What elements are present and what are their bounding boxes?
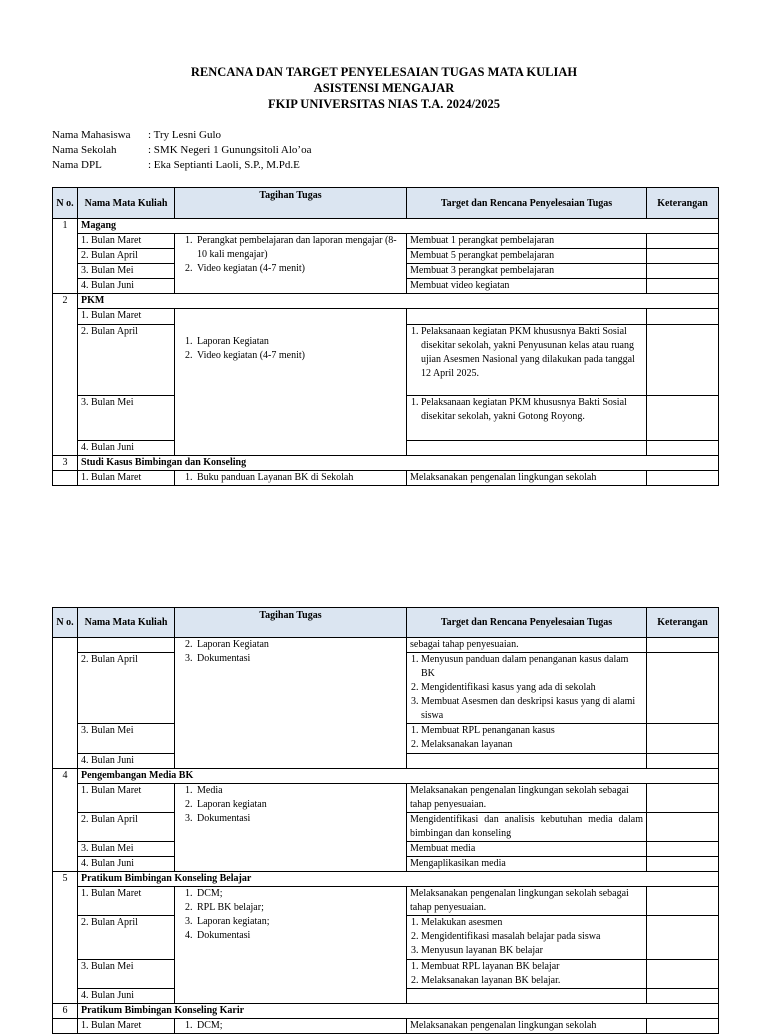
table-row (53, 887, 719, 916)
col-no: N o. (53, 188, 78, 219)
info-label: Nama Mahasiswa (52, 129, 131, 141)
table-row (53, 309, 719, 325)
row-number: 1 (53, 219, 78, 294)
list-item: 3. Dokumentasi (195, 652, 403, 666)
target-cell: Melaksanakan pengenalan lingkungan sekolah sebagai tahap penyesuaian. (407, 887, 647, 916)
table-header-row (53, 608, 719, 638)
keterangan-cell (647, 857, 719, 872)
target-cell (407, 754, 647, 769)
month-cell: 1. Bulan Maret (78, 784, 175, 813)
table-row (53, 784, 719, 813)
row-number-empty (53, 1019, 78, 1034)
target-cell: Melaksanakan pengenalan lingkungan sekolah (407, 1019, 647, 1034)
col-keterangan: Keterangan (647, 608, 719, 638)
list-item: 1. DCM; (195, 887, 403, 901)
target-cell: Membuat 1 perangkat pembelajaran (407, 234, 647, 249)
month-cell: 1. Bulan Maret (78, 309, 175, 325)
info-sekolah (52, 143, 311, 157)
target-cell (407, 309, 647, 325)
month-cell: 1. Bulan Maret (78, 471, 175, 486)
keterangan-cell (647, 325, 719, 396)
month-cell: 2. Bulan April (78, 325, 175, 396)
target-cell (407, 916, 647, 960)
row-number-empty (53, 638, 78, 769)
month-cell: 4. Bulan Juni (78, 754, 175, 769)
target-cell: Membuat video kegiatan (407, 279, 647, 294)
list-item: 1. DCM; (195, 1019, 403, 1033)
table-row (53, 1004, 719, 1019)
doc-title-line-3: FKIP UNIVERSITAS NIAS T.A. 2024/2025 (268, 97, 500, 111)
list-item: 2. Melaksanakan layanan (421, 738, 643, 752)
row-number: 6 (53, 1004, 78, 1019)
table-row (53, 769, 719, 784)
tagihan-cell (175, 638, 407, 769)
month-cell: 3. Bulan Mei (78, 842, 175, 857)
info-value: : Try Lesni Gulo (148, 129, 222, 141)
target-cell (407, 325, 647, 396)
list-item: 2. Melaksanakan layanan BK belajar. (421, 974, 643, 988)
target-cell: Membuat media (407, 842, 647, 857)
month-cell: 1. Bulan Maret (78, 234, 175, 249)
col-mata-kuliah: Nama Mata Kuliah (78, 608, 175, 638)
target-cell (407, 960, 647, 989)
row-number-empty (53, 471, 78, 486)
col-no: N o. (53, 608, 78, 638)
col-target: Target dan Rencana Penyelesaian Tugas (407, 188, 647, 219)
target-cell (407, 653, 647, 724)
col-tagihan: Tagihan Tugas (175, 608, 407, 638)
keterangan-cell (647, 813, 719, 842)
target-cell (407, 724, 647, 754)
month-cell: 2. Bulan April (78, 916, 175, 960)
row-number: 4 (53, 769, 78, 872)
list-item: 2. Mengidentifikasi masalah belajar pada siswa (421, 930, 643, 944)
table-row (53, 456, 719, 471)
target-cell: Melaksanakan pengenalan lingkungan sekolah sebagai tahap penyesuaian. (407, 784, 647, 813)
keterangan-cell (647, 916, 719, 960)
col-mata-kuliah: Nama Mata Kuliah (78, 188, 175, 219)
tagihan-cell (175, 784, 407, 872)
table-row (53, 294, 719, 309)
target-cell (407, 441, 647, 456)
month-cell: 2. Bulan April (78, 249, 175, 264)
target-cell: Melaksanakan pengenalan lingkungan sekolah (407, 471, 647, 486)
list-item: 2. Video kegiatan (4-7 menit) (195, 262, 403, 276)
month-cell: 2. Bulan April (78, 653, 175, 724)
list-item: 1. Membuat RPL penanganan kasus (421, 724, 643, 738)
keterangan-cell (647, 264, 719, 279)
list-item: 2. Laporan kegiatan (195, 798, 403, 812)
month-cell: 2. Bulan April (78, 813, 175, 842)
month-cell (78, 638, 175, 653)
keterangan-cell (647, 638, 719, 653)
target-cell: Mengidentifikasi dan analisis kebutuhan media dalam bimbingan dan konseling (407, 813, 647, 842)
table-header-row (53, 188, 719, 219)
list-item: 2. Video kegiatan (4-7 menit) (195, 349, 403, 363)
list-item: 2. Laporan Kegiatan (195, 638, 403, 652)
keterangan-cell (647, 653, 719, 724)
month-cell: 3. Bulan Mei (78, 396, 175, 441)
list-item: 3. Laporan kegiatan; (195, 915, 403, 929)
month-cell: 4. Bulan Juni (78, 441, 175, 456)
col-keterangan: Keterangan (647, 188, 719, 219)
list-item: 1. Laporan Kegiatan (195, 335, 403, 349)
list-item: 2. Mengidentifikasi kasus yang ada di sekolah (421, 681, 643, 695)
list-item: 1. Buku panduan Layanan BK di Sekolah (195, 471, 403, 485)
keterangan-cell (647, 784, 719, 813)
list-item: 3. Dokumentasi (195, 812, 403, 826)
doc-title-line-1: RENCANA DAN TARGET PENYELESAIAN TUGAS MATA KULIAH (190, 65, 578, 79)
task-table-page-2 (52, 607, 719, 1034)
row-number: 5 (53, 872, 78, 1004)
target-cell: Mengaplikasikan media (407, 857, 647, 872)
table-row (53, 638, 719, 653)
doc-title-line-2: ASISTENSI MENGAJAR (313, 81, 455, 95)
list-item: 1. Pelaksanaan kegiatan PKM khususnya Bakti Sosial disekitar sekolah, yakni Penyusunan kelas atau ruang ujian Asesmen Nasional yang dilakukan pada tanggal 12 April 2025. (421, 325, 643, 381)
table-row (53, 219, 719, 234)
table-row (53, 234, 719, 249)
list-item: 3. Membuat Asesmen dan deskripsi kasus yang di alami siswa (421, 695, 643, 723)
keterangan-cell (647, 441, 719, 456)
section-title: Studi Kasus Bimbingan dan Konseling (78, 456, 719, 471)
month-cell: 3. Bulan Mei (78, 724, 175, 754)
month-cell: 4. Bulan Juni (78, 989, 175, 1004)
month-cell: 1. Bulan Maret (78, 887, 175, 916)
list-item: 1. Menyusun panduan dalam penanganan kasus dalam BK (421, 653, 643, 681)
info-dpl (52, 158, 300, 172)
list-item: 1. Perangkat pembelajaran dan laporan mengajar (8-10 kali mengajar) (195, 234, 403, 262)
month-cell: 3. Bulan Mei (78, 960, 175, 989)
target-cell: Membuat 3 perangkat pembelajaran (407, 264, 647, 279)
section-title: Pengembangan Media BK (78, 769, 719, 784)
keterangan-cell (647, 279, 719, 294)
target-cell (407, 396, 647, 441)
keterangan-cell (647, 309, 719, 325)
keterangan-cell (647, 1019, 719, 1034)
tagihan-cell (175, 309, 407, 456)
keterangan-cell (647, 754, 719, 769)
target-cell: sebagai tahap penyesuaian. (407, 638, 647, 653)
target-cell (407, 989, 647, 1004)
task-table-page-1 (52, 187, 719, 486)
keterangan-cell (647, 234, 719, 249)
row-number: 2 (53, 294, 78, 456)
section-title: Pratikum Bimbingan Konseling Belajar (78, 872, 719, 887)
list-item: 1. Pelaksanaan kegiatan PKM khususnya Bakti Sosial disekitar sekolah, yakni Gotong Royong. (421, 396, 643, 424)
keterangan-cell (647, 249, 719, 264)
keterangan-cell (647, 471, 719, 486)
keterangan-cell (647, 842, 719, 857)
month-cell: 4. Bulan Juni (78, 279, 175, 294)
list-item: 2. RPL BK belajar; (195, 901, 403, 915)
keterangan-cell (647, 396, 719, 441)
list-item: 1. Media (195, 784, 403, 798)
table-row (53, 872, 719, 887)
tagihan-cell (175, 471, 407, 486)
col-target: Target dan Rencana Penyelesaian Tugas (407, 608, 647, 638)
month-cell: 3. Bulan Mei (78, 264, 175, 279)
section-title: Pratikum Bimbingan Konseling Karir (78, 1004, 719, 1019)
info-mahasiswa (52, 128, 221, 142)
info-value: : SMK Negeri 1 Gunungsitoli Alo’oa (148, 144, 312, 156)
row-number: 3 (53, 456, 78, 471)
info-value: : Eka Septianti Laoli, S.P., M.Pd.E (148, 159, 300, 171)
keterangan-cell (647, 989, 719, 1004)
month-cell: 1. Bulan Maret (78, 1019, 175, 1034)
list-item: 1. Melakukan asesmen (421, 916, 643, 930)
tagihan-cell (175, 1019, 407, 1034)
keterangan-cell (647, 724, 719, 754)
keterangan-cell (647, 960, 719, 989)
info-label: Nama Sekolah (52, 144, 117, 156)
tagihan-cell (175, 887, 407, 1004)
target-cell: Membuat 5 perangkat pembelajaran (407, 249, 647, 264)
info-label: Nama DPL (52, 159, 102, 171)
table-row (53, 471, 719, 486)
month-cell: 4. Bulan Juni (78, 857, 175, 872)
list-item: 4. Dokumentasi (195, 929, 403, 943)
list-item: 1. Membuat RPL layanan BK belajar (421, 960, 643, 974)
keterangan-cell (647, 887, 719, 916)
section-title: Magang (78, 219, 719, 234)
tagihan-cell (175, 234, 407, 294)
list-item: 3. Menyusun layanan BK belajar (421, 944, 643, 958)
table-row (53, 1019, 719, 1034)
col-tagihan: Tagihan Tugas (175, 188, 407, 219)
section-title: PKM (78, 294, 719, 309)
